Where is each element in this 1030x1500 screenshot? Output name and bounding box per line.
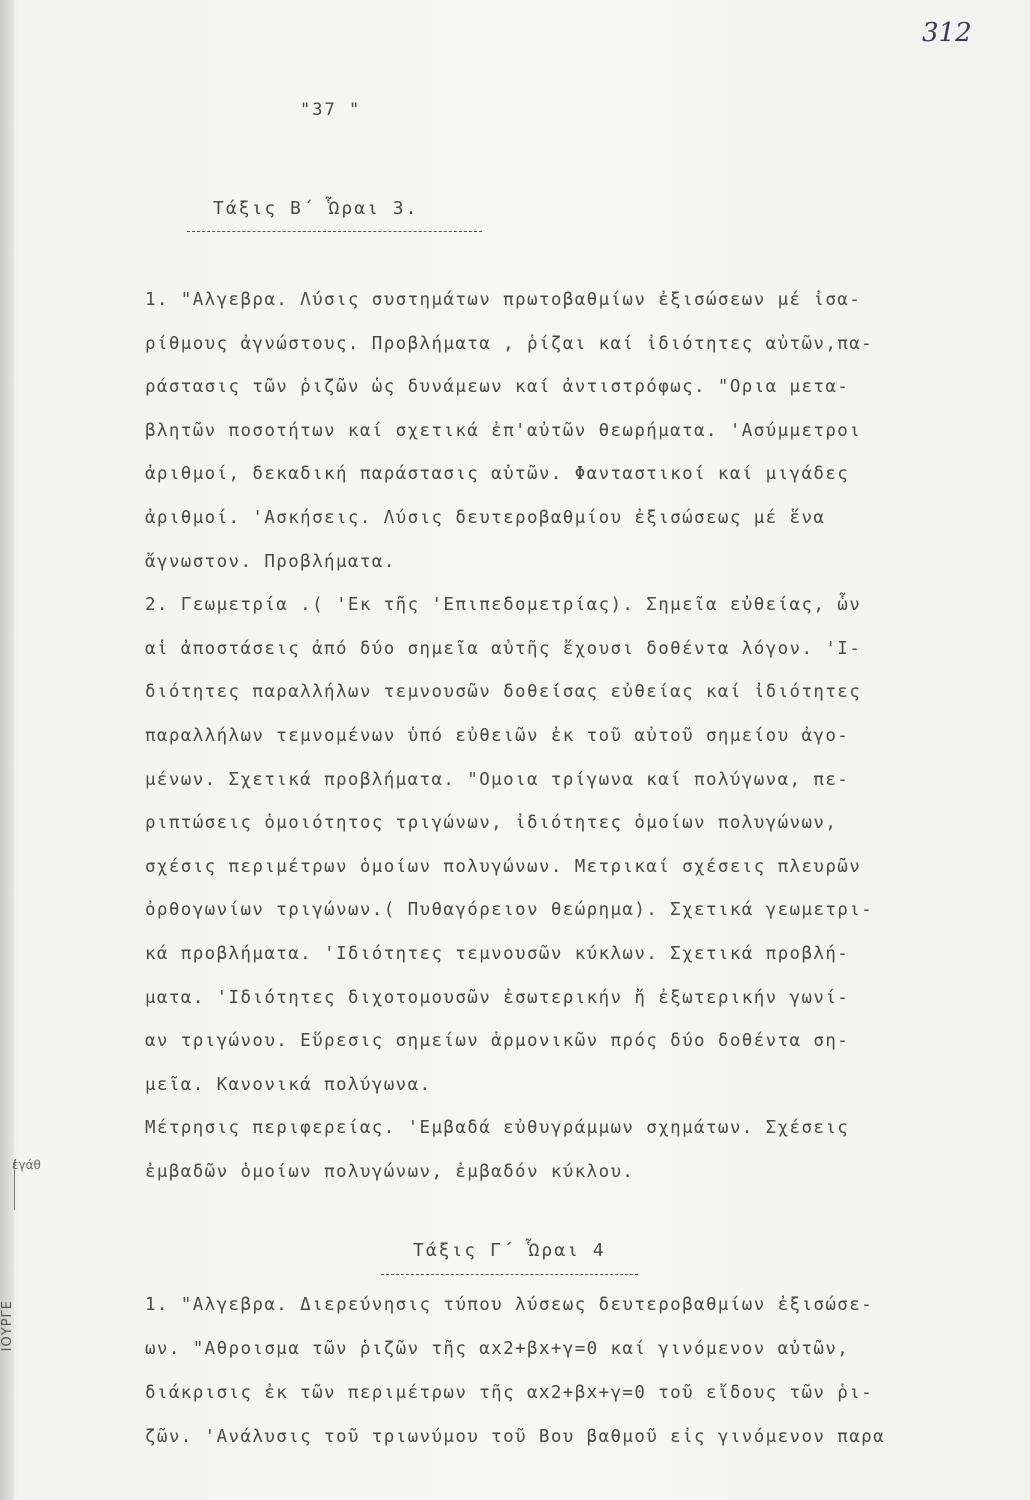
text-line: βλητῶν ποσοτήτων καί σχετικά ἐπ'αὐτῶν θεωρήματα. 'Ασύμμετροι — [145, 420, 862, 441]
text-line: 1. "Αλγεβρα. Διερεύνησις τύπου λύσεως δευτεροβαθμίων ἐξισώσε- — [145, 1295, 874, 1315]
binding-edge — [0, 0, 14, 1500]
text-line: 1. "Αλγεβρα. Λύσις συστημάτων πρωτοβαθμίων ἐξισώσεων μέ ἰσα- — [145, 290, 862, 310]
text-line: κά προβλήματα. 'Ιδιότητες τεμνουσῶν κύκλων. Σχετικά προβλή- — [145, 944, 850, 964]
text-line: αἱ ἀποστάσεις ἀπό δύο σημεῖα αὐτῆς ἔχουσι δοθέντα λόγον. 'Ι- — [145, 638, 862, 659]
text-line: διάκρισις ἐκ τῶν περιμέτρων τῆς αx2+βx+γ=0 τοῦ εἴδους τῶν ῥι- — [145, 1383, 874, 1403]
section-c-underline — [381, 1274, 638, 1275]
section-b-underline — [187, 231, 482, 232]
text-line: ὀρθογωνίων τριγώνων.( Πυθαγόρειον θεώρημα). Σχετικά γεωμετρι- — [145, 900, 874, 921]
text-line: ριπτώσεις ὁμοιότητος τριγώνων, ἰδιότητες ὁμοίων πολυγώνων, — [145, 813, 838, 834]
text-line: ράστασις τῶν ῥιζῶν ὡς δυνάμεων καί ἀντιστρόφως. "Ορια μετα- — [145, 377, 850, 398]
text-line: ἀριθμοί. 'Ασκήσεις. Λύσις δευτεροβαθμίου ἐξισώσεως μέ ἕνα — [145, 508, 826, 528]
text-line: μεῖα. Κανονικά πολύγωνα. — [145, 1074, 432, 1095]
text-line: μένων. Σχετικά προβλήματα. "Ομοια τρίγωνα καί πολύγωνα, πε- — [145, 769, 850, 790]
text-line: παραλλήλων τεμνομένων ὑπό εὐθειῶν ἐκ τοῦ αὐτοῦ σημείου ἀγο- — [145, 726, 850, 746]
text-line: ων. "Αθροισμα τῶν ῥιζῶν τῆς αx2+βx+γ=0 καί γινόμενον αὐτῶν, — [145, 1339, 850, 1359]
margin-note: ἐγάθ — [12, 1158, 41, 1172]
section-b-heading: Τάξις Β΄ Ὧραι 3. — [213, 198, 419, 219]
folio-number: 312 — [922, 18, 972, 48]
text-line: ἄγνωστον. Προβλήματα. — [145, 551, 396, 572]
text-line: αν τριγώνου. Εὕρεσις σημείων ἁρμονικῶν πρός δύο δοθέντα ση- — [145, 1031, 850, 1052]
text-line: ματα. 'Ιδιότητες διχοτομουσῶν ἐσωτερικήν ἤ ἐξωτερικήν γωνί- — [145, 987, 850, 1008]
text-line: Μέτρησις περιφερείας. 'Εμβαδά εὐθυγράμμων σχημάτων. Σχέσεις — [145, 1118, 850, 1139]
text-line: ρίθμους ἀγνώστους. Προβλήματα , ῥίζαι καί ἰδιότητες αὐτῶν,πα- — [145, 333, 874, 354]
text-line: διότητες παραλλήλων τεμνουσῶν δοθείσας εὐθείας καί ἰδιότητες — [145, 682, 862, 703]
binding-label: ΙΟΥΡΓΕ — [0, 1300, 15, 1352]
text-line: ἐμβαδῶν ὁμοίων πολυγώνων, ἐμβαδόν κύκλου. — [145, 1162, 635, 1182]
text-line: ἀριθμοί, δεκαδική παράστασις αὐτῶν. Φανταστικοί καί μιγάδες — [145, 464, 850, 485]
text-line: 2. Γεωμετρία .( 'Εκ τῆς 'Επιπεδομετρίας). Σημεῖα εὐθείας, ὧν — [145, 595, 862, 616]
text-line: σχέσις περιμέτρων ὁμοίων πολυγώνων. Μετρικαί σχέσεις πλευρῶν — [145, 856, 862, 877]
page-number: "37 " — [300, 100, 362, 120]
section-c-heading: Τάξις Γ΄ Ὧραι 4 — [413, 1240, 606, 1261]
text-line: ζῶν. 'Ανάλυσις τοῦ τριωνύμου τοῦ Βου βαθμοῦ εἰς γινόμενον παρα — [145, 1427, 886, 1447]
